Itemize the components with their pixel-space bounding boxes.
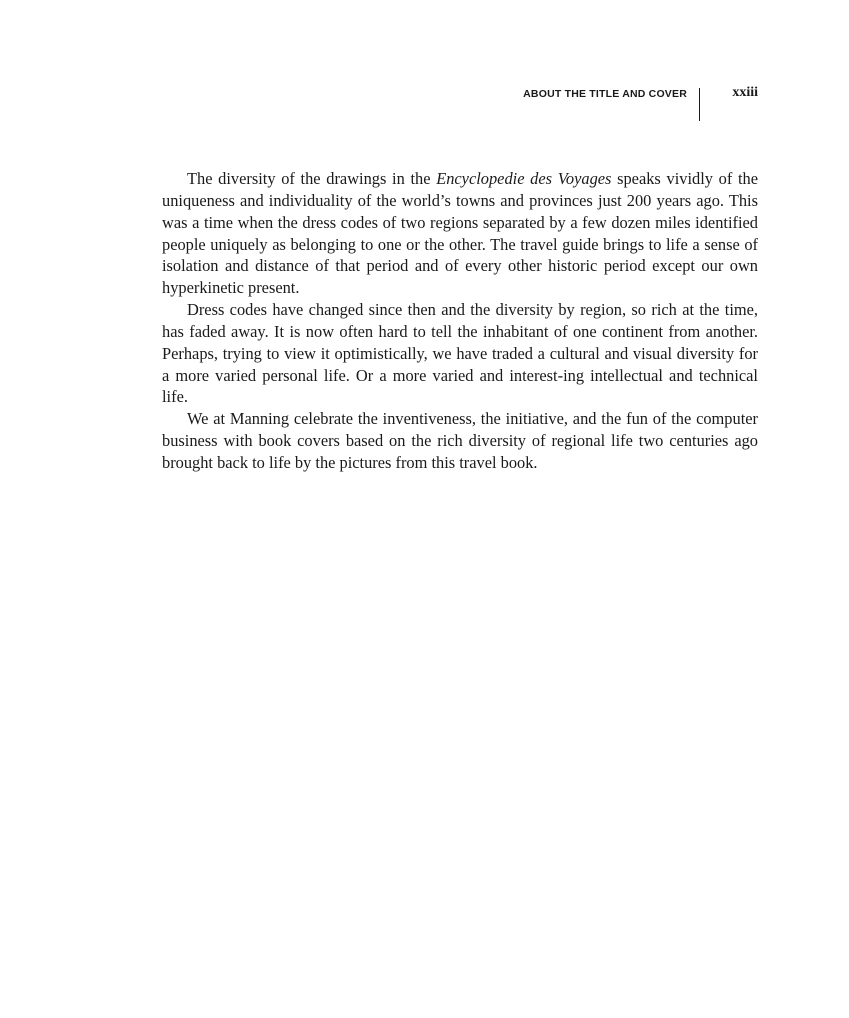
paragraph-1-end: speaks vividly of the uniqueness and individuality of the world’s towns and provinces just 200 years ago. This was a time when the dress codes of two regions separated by a few dozen miles identified people uniquely as belonging to one or the other. The travel guide brings to life a sense of isolation and distance of that period and of every other historic period except our own hyperkinetic present. bbox=[162, 169, 758, 298]
paragraph-2: Dress codes have changed since then and the diversity by region, so rich at the time, has faded away. It is now often hard to tell the inhabitant of one continent from another. Perhaps, trying to view it optimistically, we have traded a cultural and visual diversity for a more varied personal life. Or a more varied and interest-ing intellectual and technical life. bbox=[162, 300, 758, 407]
paragraph-1-start: The diversity of the drawings in the bbox=[187, 169, 437, 188]
body-text bbox=[162, 168, 758, 474]
book-title-italic: Encyclopedie des Voyages bbox=[436, 169, 612, 188]
paragraph-3: We at Manning celebrate the inventiveness, the initiative, and the fun of the computer business with book covers based on the rich diversity of regional life two centuries ago brought back to life by the pictures from this travel book. bbox=[162, 409, 758, 472]
paragraph-1 bbox=[162, 168, 758, 299]
header-divider bbox=[699, 88, 700, 121]
running-header bbox=[400, 84, 760, 122]
running-title: ABOUT THE TITLE AND COVER bbox=[523, 88, 687, 100]
page-number: xxiii bbox=[732, 85, 758, 100]
